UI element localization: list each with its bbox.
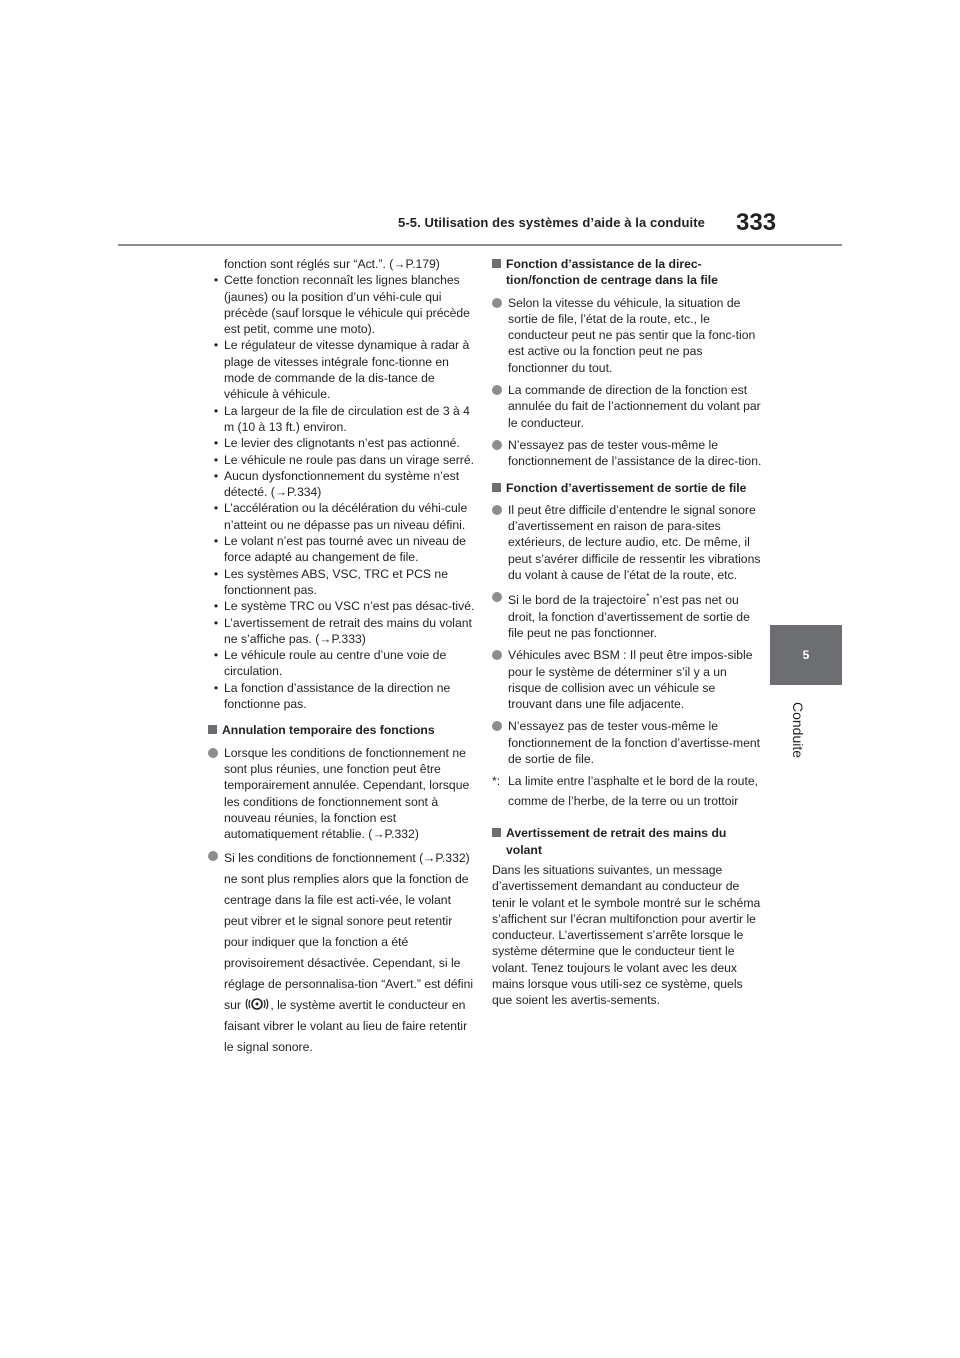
circle-bullet-icon: [492, 505, 502, 515]
right-column: [492, 256, 762, 1009]
section-title: 5-5. Utilisation des systèmes d’aide à la conduite: [398, 215, 705, 230]
condition-item: • La fonction d’assistance de la direction ne fonctionne pas.: [208, 680, 476, 713]
circle-bullet-icon: [492, 298, 502, 308]
conditions-list: [208, 272, 476, 712]
bullet-warning-2: Si le bord de la trajectoire* n’est pas net ou droit, la fonction d’avertissement de sortie de file peut ne pas fonctionner.: [492, 589, 762, 641]
bullet-cancel-1: Lorsque les conditions de fonctionnement ne sont plus réunies, une fonction peut être temporairement annulée. Cependant, lorsque les conditions de fonctionnement sont à nouveau réunies, la fonction est automatiquement rétablie. (→P.332): [208, 745, 476, 843]
condition-item: • Le véhicule roule au centre d’une voie de circulation.: [208, 647, 476, 680]
bullet-warning-3: Véhicules avec BSM : Il peut être impos-sible pour le système de déterminer s’il y a un risque de collision avec un véhicule se trouvant dans une file adjacente.: [492, 647, 762, 712]
circle-bullet-icon: [208, 851, 218, 861]
dot-bullet-icon: •: [213, 468, 219, 483]
dot-bullet-icon: •: [213, 615, 219, 630]
condition-item: • Le véhicule ne roule pas dans un virage serré.: [208, 452, 476, 468]
condition-item: • Le volant n’est pas tourné avec un niveau de force adapté au changement de file.: [208, 533, 476, 566]
chapter-tab[interactable]: [770, 625, 842, 685]
condition-item: • Les systèmes ABS, VSC, TRC et PCS ne fonctionnent pas.: [208, 566, 476, 599]
square-bullet-icon: [492, 259, 501, 268]
square-bullet-icon: [208, 725, 217, 734]
condition-item: • Le régulateur de vitesse dynamique à radar à plage de vitesses intégrale fonc-tionne en mode de commande de la dis-tance de véhicule à véhicule.: [208, 337, 476, 402]
dot-bullet-icon: •: [213, 452, 219, 467]
dot-bullet-icon: •: [213, 648, 219, 663]
condition-item: • Cette fonction reconnaît les lignes blanches (jaunes) ou la position d’un véhi-cule qui précède (sauf lorsque le véhicule qui précède est petit, comme une moto).: [208, 272, 476, 337]
circle-bullet-icon: [492, 592, 502, 602]
circle-bullet-icon: [492, 721, 502, 731]
dot-bullet-icon: •: [213, 566, 219, 581]
circle-bullet-icon: [492, 650, 502, 660]
condition-item: • La largeur de la file de circulation est de 3 à 4 m (10 à 13 ft.) environ.: [208, 403, 476, 436]
square-bullet-icon: [492, 483, 501, 492]
footnote: *: La limite entre l’asphalte et le bord de la route, comme de l’herbe, de la terre ou un trottoir: [492, 774, 758, 809]
condition-item: • L’accélération ou la décélération du véhi-cule n’atteint ou ne dépasse pas un niveau défini.: [208, 500, 476, 533]
assist-bullets: [492, 295, 762, 470]
dot-bullet-icon: •: [213, 680, 219, 695]
page-number: 333: [736, 209, 777, 236]
dot-bullet-icon: •: [213, 534, 219, 549]
circle-bullet-icon: [492, 440, 502, 450]
heading-assist: Fonction d’assistance de la direc-tion/fonction de centrage dans la file: [492, 256, 762, 289]
heading-warning: Fonction d’avertissement de sortie de file: [492, 480, 762, 496]
dot-bullet-icon: •: [213, 599, 219, 614]
steering-vibration-icon: [244, 997, 270, 1011]
intro-text: fonction sont réglés sur “Act.”. (→P.179): [224, 257, 440, 271]
heading-cancel: Annulation temporaire des fonctions: [208, 722, 476, 738]
footnote-marker: *: [646, 592, 650, 602]
hands-paragraph: Dans les situations suivantes, un message d’avertissement demandant au conducteur de tenir le volant et le symbole montré sur le schéma s’affichent sur l’écran multifonction pour avertir le conducteur. L’avertissement s’arrête lorsque le système détermine que le conducteur tient le volant. Tenez toujours le volant avec les deux mains lorsque vous utili-sez ce système, quels que soient les avertis-sements.: [492, 862, 761, 1008]
condition-item: • Le levier des clignotants n’est pas actionné.: [208, 435, 476, 451]
chapter-label: Conduite: [790, 701, 806, 759]
dot-bullet-icon: •: [213, 338, 219, 353]
dot-bullet-icon: •: [213, 403, 219, 418]
bullet-cancel-2: Si les conditions de fonctionnement (→P.332) ne sont plus remplies alors que la fonction de centrage dans la file est acti-vée, le volant peut vibrer et le signal sonore peut retentir pour indiquer que la fonction a été provisoirement désactivée. Cependant, si le réglage de personnalisa-tion “Avert.” est défini sur , le système avertit le conducteur en faisant vibrer le volant au lieu de faire retentir le signal sonore.: [208, 848, 476, 1058]
condition-item: • Aucun dysfonctionnement du système n’est détecté. (→P.334): [208, 468, 476, 501]
assist-bullet: N’essayez pas de tester vous-même le fonctionnement de l’assistance de la direc-tion.: [492, 437, 762, 470]
dot-bullet-icon: •: [213, 436, 219, 451]
dot-bullet-icon: •: [213, 501, 219, 516]
condition-item: • Le système TRC ou VSC n’est pas désac-tivé.: [208, 598, 476, 614]
header-divider: [118, 244, 842, 246]
circle-bullet-icon: [208, 748, 218, 758]
dot-bullet-icon: •: [213, 273, 219, 288]
square-bullet-icon: [492, 828, 501, 837]
circle-bullet-icon: [492, 385, 502, 395]
assist-bullet: Selon la vitesse du véhicule, la situation de sortie de file, l’état de la route, etc., le conducteur peut ne pas sentir que la fonc-tion est active ou la fonction peut ne pas fonctionner du tout.: [492, 295, 762, 376]
chapter-tab-number: 5: [802, 648, 810, 662]
heading-hands: Avertissement de retrait des mains du volant: [492, 825, 762, 858]
assist-bullet: La commande de direction de la fonction est annulée du fait de l’actionnement du volant par le conducteur.: [492, 382, 762, 431]
bullet-warning-1: Il peut être difficile d’entendre le signal sonore d’avertissement en raison de para-sites extérieurs, de lecture audio, etc. De même, il peut s’avérer difficile de ressentir les vibrations du volant à cause de l’état de la route, etc.: [492, 502, 762, 583]
bullet-warning-4: N’essayez pas de tester vous-même le fonctionnement de la fonction d’avertisse-ment de sortie de file.: [492, 718, 762, 767]
left-column: [208, 256, 476, 1058]
condition-item: • L’avertissement de retrait des mains du volant ne s’affiche pas. (→P.333): [208, 615, 476, 648]
